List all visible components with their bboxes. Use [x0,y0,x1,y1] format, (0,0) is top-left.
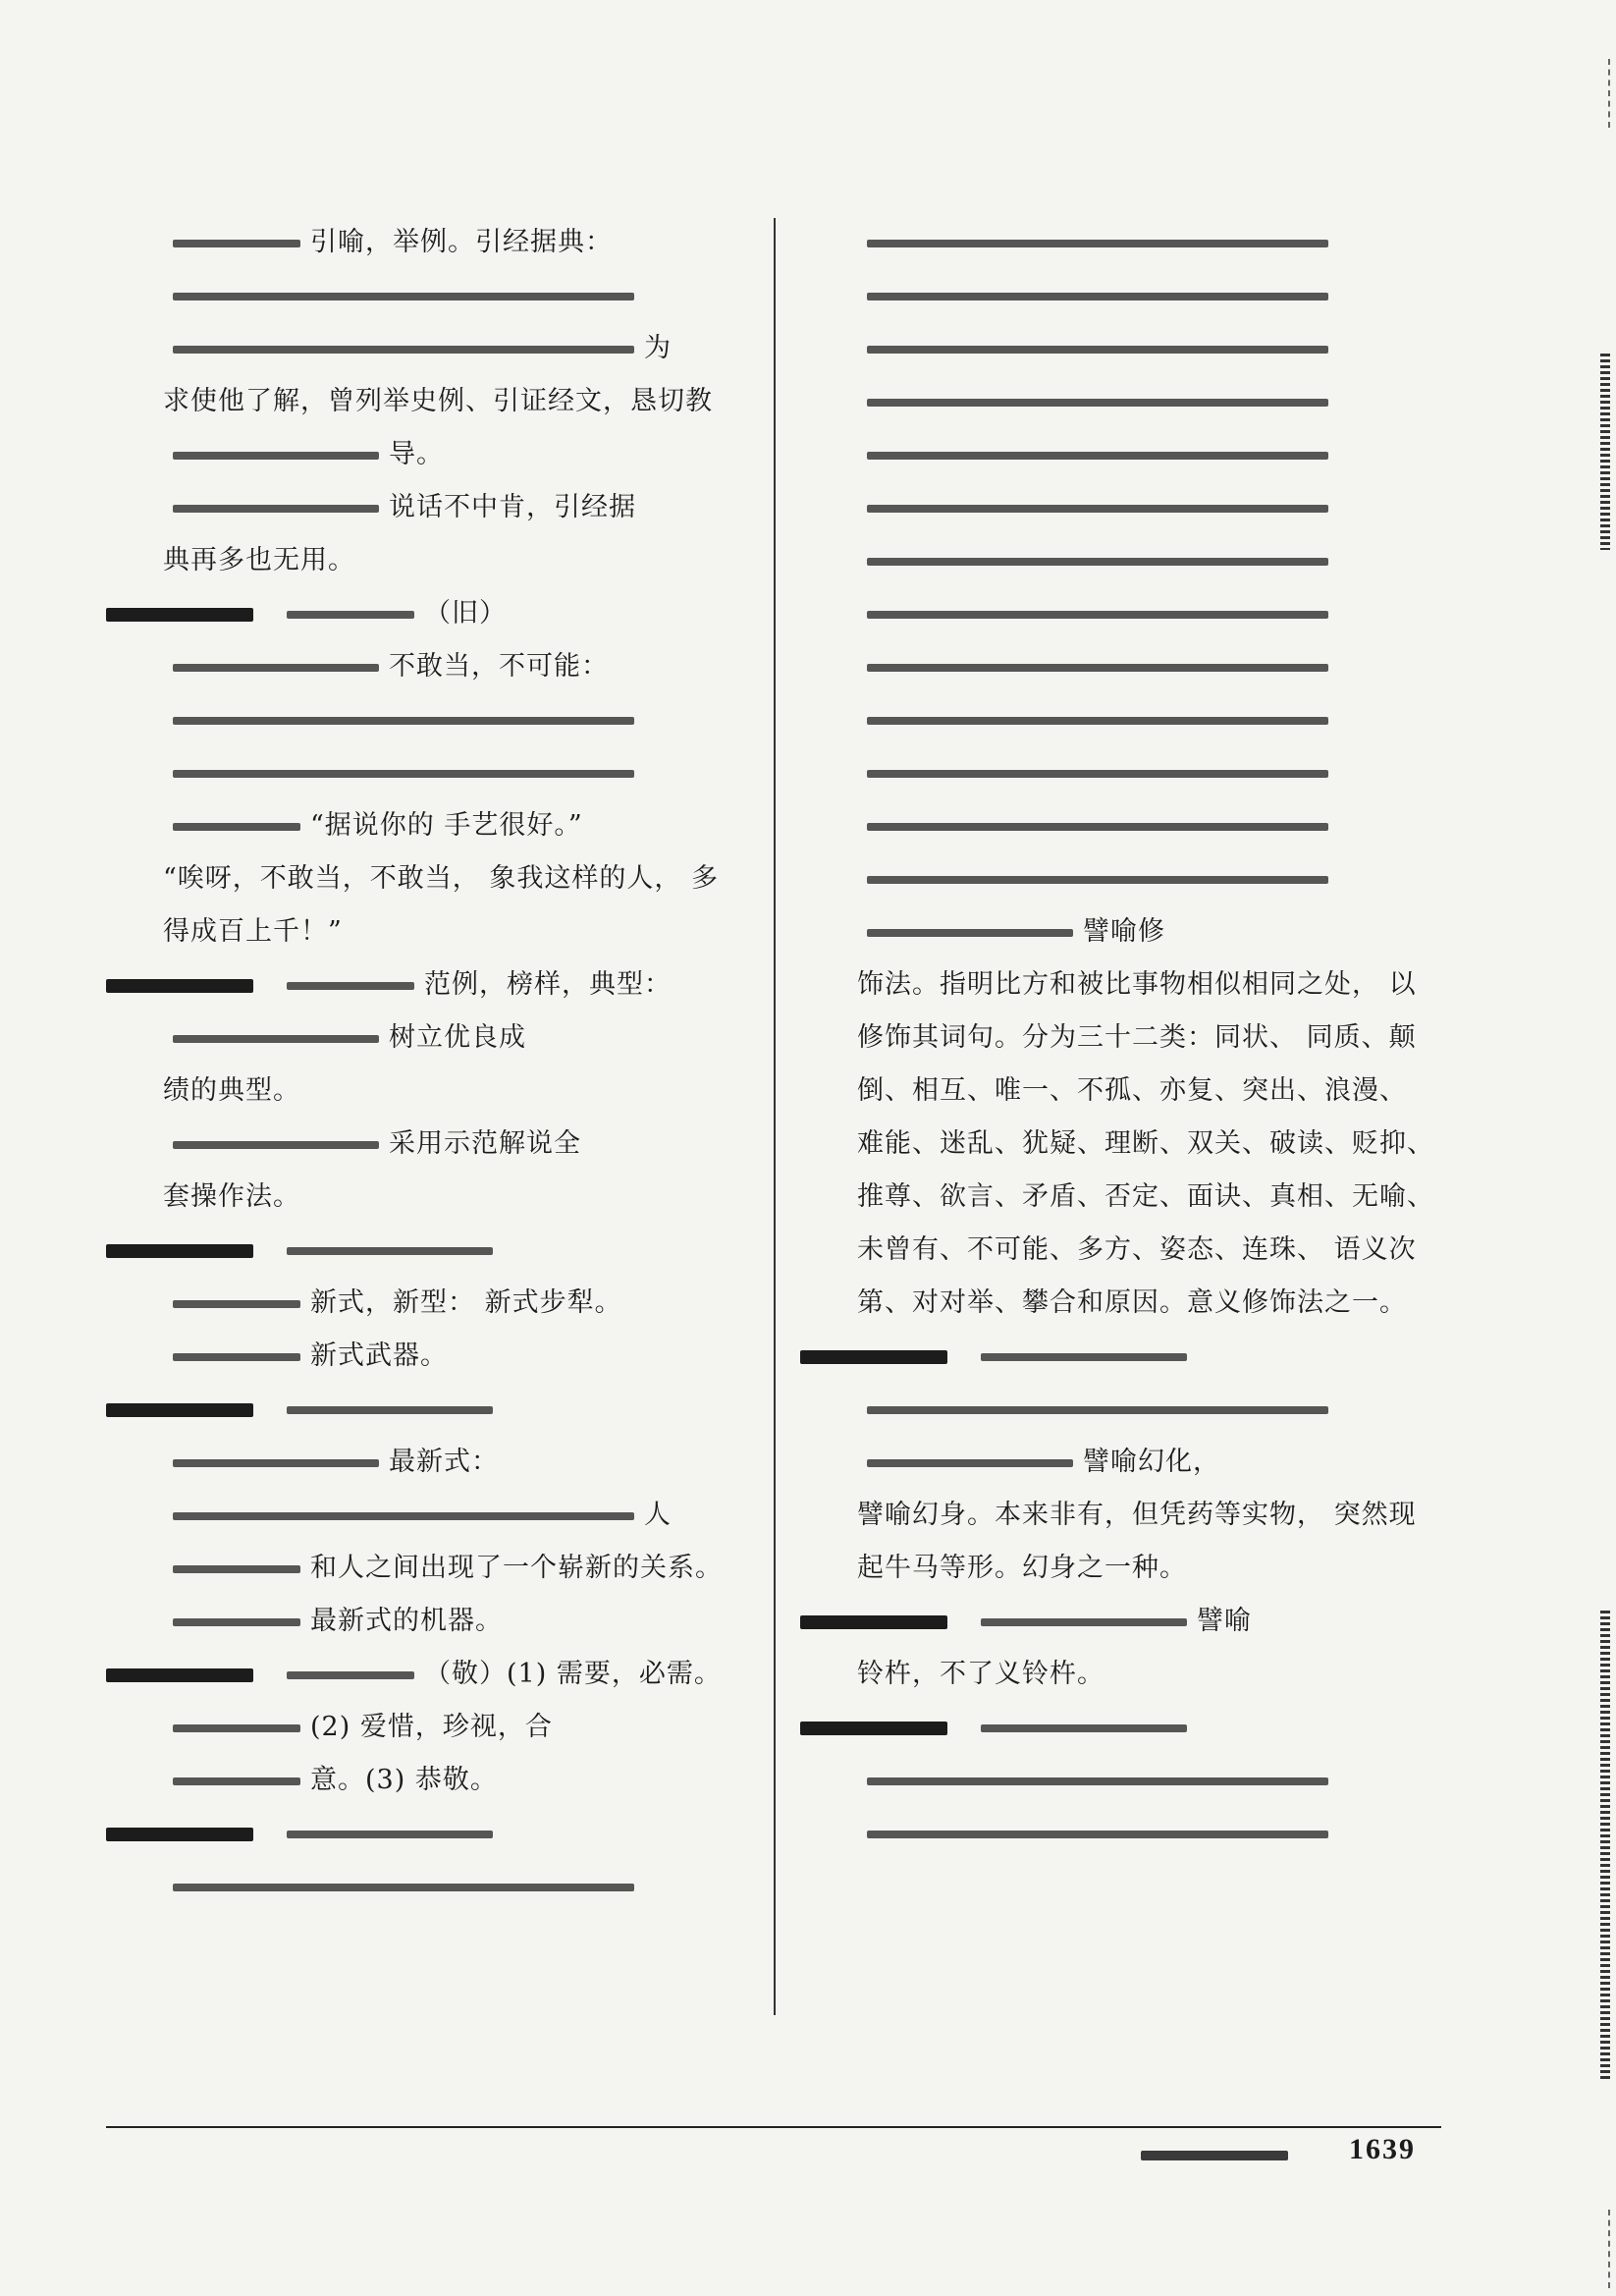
chinese-definition: “据说你的 手艺很好。” [310,810,583,841]
entry-text-line [839,322,1453,375]
tibetan-text [287,1831,493,1838]
entry-headword-line [145,1807,759,1860]
left-column [145,216,759,1913]
tibetan-headword [106,979,253,993]
entry-text-line [145,481,759,534]
entry-text-line [839,1277,1453,1330]
entry-text-line [839,1754,1453,1807]
tibetan-text [867,611,1328,619]
entry-text-line [839,428,1453,481]
tibetan-text [867,1831,1328,1838]
tibetan-text [287,1406,493,1414]
entry-text-line [145,1277,759,1330]
tibetan-headword [800,1722,947,1735]
tibetan-text [867,505,1328,513]
entry-text-line [839,1436,1453,1489]
tibetan-text [867,770,1328,778]
tibetan-text [287,611,414,619]
chinese-definition: 不敢当，不可能： [389,651,609,682]
tibetan-text [173,717,634,725]
entry-text-line [839,375,1453,428]
entry-headword-line [145,1648,759,1701]
tibetan-text [173,1035,379,1043]
entry-text-line [839,216,1453,269]
tibetan-text [173,346,634,354]
tibetan-text [173,452,379,460]
scan-edge-mark [1598,2210,1610,2288]
entry-text-line [839,958,1453,1011]
tibetan-text [981,1353,1187,1361]
tibetan-text [173,1884,634,1891]
entry-headword-line [145,1224,759,1277]
entry-text-line [839,1065,1453,1118]
entry-text-line [145,1436,759,1489]
tibetan-text [173,1777,300,1785]
tibetan-headword [106,1403,253,1417]
tibetan-text [867,664,1328,672]
chinese-definition: 起牛马等形。幻身之一种。 [857,1553,1187,1583]
tibetan-text [173,664,379,672]
tibetan-text [173,823,300,831]
entry-text-line [145,1011,759,1065]
entry-text-line [145,693,759,746]
chinese-definition: 为 [644,333,672,363]
chinese-definition: 导。 [389,439,444,469]
tibetan-text [867,452,1328,460]
tibetan-text [867,399,1328,407]
tibetan-text [867,1406,1328,1414]
tibetan-headword [106,1668,253,1682]
chinese-definition: 铃杵，不了义铃杵。 [857,1659,1104,1689]
tibetan-headword [106,1828,253,1841]
chinese-definition: （旧） [424,598,507,629]
right-column [839,216,1453,1860]
tibetan-text [173,1353,300,1361]
tibetan-text [867,240,1328,247]
entry-headword-line [839,1595,1453,1648]
entry-text-line [839,481,1453,534]
entry-text-line [145,269,759,322]
scan-edge-mark [1600,1611,1610,2082]
entry-headword-line [839,1701,1453,1754]
tibetan-text [173,770,634,778]
chinese-definition: 套操作法。 [163,1181,300,1212]
chinese-definition: 难能、迷乱、犹疑、理断、双关、破读、贬抑、 [857,1128,1434,1159]
chinese-definition: 采用示范解说全 [389,1128,581,1159]
entry-text-line [839,534,1453,587]
tibetan-text [173,1300,300,1308]
footer-rule [106,2126,1441,2128]
tibetan-text [173,505,379,513]
chinese-definition: 最新式的机器。 [310,1606,503,1636]
chinese-definition: 譬喻幻身。本来非有，但凭药等实物， 突然现 [857,1500,1417,1530]
entry-text-line [839,587,1453,640]
entry-text-line [839,852,1453,905]
tibetan-text [173,1565,300,1573]
column-divider [774,218,776,2015]
page-number: 1639 [1349,2133,1416,2165]
chinese-definition: 得成百上千！” [163,916,343,947]
entry-headword-line [145,958,759,1011]
entry-text-line [839,1011,1453,1065]
tibetan-text [173,1459,379,1467]
entry-text-line [145,1860,759,1913]
entry-text-line [145,746,759,799]
chinese-definition: 第、对对举、攀合和原因。意义修饰法之一。 [857,1287,1407,1318]
chinese-definition: “唉呀，不敢当，不敢当， 象我这样的人， 多 [163,863,719,894]
chinese-definition: 意。(3) 恭敬。 [310,1765,498,1795]
tibetan-headword [800,1350,947,1364]
tibetan-text [867,346,1328,354]
entry-text-line [839,1171,1453,1224]
entry-text-line [839,640,1453,693]
entry-text-line [145,1330,759,1383]
footer-running-head [1141,2151,1288,2160]
chinese-definition: 譬喻 [1197,1606,1252,1636]
entry-text-line [839,1118,1453,1171]
entry-text-line [145,216,759,269]
tibetan-text [173,1724,300,1732]
entry-text-line [145,375,759,428]
tibetan-text [867,823,1328,831]
chinese-definition: 譬喻幻化， [1083,1447,1220,1477]
tibetan-text [173,1618,300,1626]
tibetan-text [173,240,300,247]
entry-text-line [839,746,1453,799]
chinese-definition: 推尊、欲言、矛盾、否定、面诀、真相、无喻、 [857,1181,1434,1212]
entry-text-line [839,1648,1453,1701]
entry-text-line [839,1542,1453,1595]
tibetan-text [867,1777,1328,1785]
chinese-definition: 未曾有、不可能、多方、姿态、连珠、 语义次 [857,1234,1417,1265]
chinese-definition: 绩的典型。 [163,1075,300,1106]
tibetan-text [867,1459,1073,1467]
scan-edge-mark [1600,354,1610,550]
tibetan-text [867,293,1328,301]
entry-text-line [839,799,1453,852]
entry-text-line [839,1489,1453,1542]
entry-text-line [145,799,759,852]
tibetan-text [867,717,1328,725]
entry-text-line [145,1595,759,1648]
chinese-definition: 范例，榜样，典型： [424,969,672,1000]
chinese-definition: 说话不中肯，引经据 [389,492,636,522]
chinese-definition: 典再多也无用。 [163,545,355,575]
entry-text-line [145,534,759,587]
scan-edge-mark [1598,59,1610,128]
chinese-definition: 饰法。指明比方和被比事物相似相同之处， 以 [857,969,1417,1000]
chinese-definition: 新式，新型： 新式步犁。 [310,1287,622,1318]
entry-text-line [839,905,1453,958]
entry-headword-line [145,1383,759,1436]
entry-text-line [145,640,759,693]
entry-text-line [839,693,1453,746]
tibetan-text [173,293,634,301]
chinese-definition: 树立优良成 [389,1022,526,1053]
entry-text-line [145,905,759,958]
chinese-definition: 修饰其词句。分为三十二类：同状、 同质、颠 [857,1022,1417,1053]
tibetan-text [867,929,1073,937]
tibetan-text [287,1247,493,1255]
entry-text-line [145,1542,759,1595]
entry-text-line [145,1489,759,1542]
chinese-definition: 求使他了解，曾列举史例、引证经文，恳切教 [163,386,713,416]
tibetan-text [173,1512,634,1520]
chinese-definition: 譬喻修 [1083,916,1165,947]
tibetan-text [981,1724,1187,1732]
chinese-definition: （敬）(1) 需要，必需。 [424,1659,722,1689]
entry-text-line [839,1383,1453,1436]
chinese-definition: 新式武器。 [310,1340,448,1371]
entry-text-line [839,1807,1453,1860]
chinese-definition: 最新式： [389,1447,499,1477]
tibetan-headword [106,1244,253,1258]
entry-text-line [145,322,759,375]
tibetan-text [867,876,1328,884]
chinese-definition: 引喻，举例。引经据典： [310,227,613,257]
entry-text-line [145,1118,759,1171]
entry-text-line [839,1224,1453,1277]
chinese-definition: 和人之间出现了一个崭新的关系。 [310,1553,723,1583]
entry-text-line [145,1754,759,1807]
tibetan-headword [800,1615,947,1629]
entry-text-line [145,1701,759,1754]
entry-text-line [145,852,759,905]
entry-text-line [145,1171,759,1224]
tibetan-text [173,1141,379,1149]
tibetan-text [867,558,1328,566]
entry-headword-line [145,587,759,640]
entry-text-line [145,1065,759,1118]
tibetan-text [287,982,414,990]
tibetan-text [287,1671,414,1679]
chinese-definition: 倒、相互、唯一、不孤、亦复、突出、浪漫、 [857,1075,1407,1106]
tibetan-headword [106,608,253,622]
entry-headword-line [839,1330,1453,1383]
tibetan-text [981,1618,1187,1626]
chinese-definition: 人 [644,1500,672,1530]
chinese-definition: (2) 爱惜，珍视，合 [310,1712,553,1742]
entry-text-line [839,269,1453,322]
entry-text-line [145,428,759,481]
